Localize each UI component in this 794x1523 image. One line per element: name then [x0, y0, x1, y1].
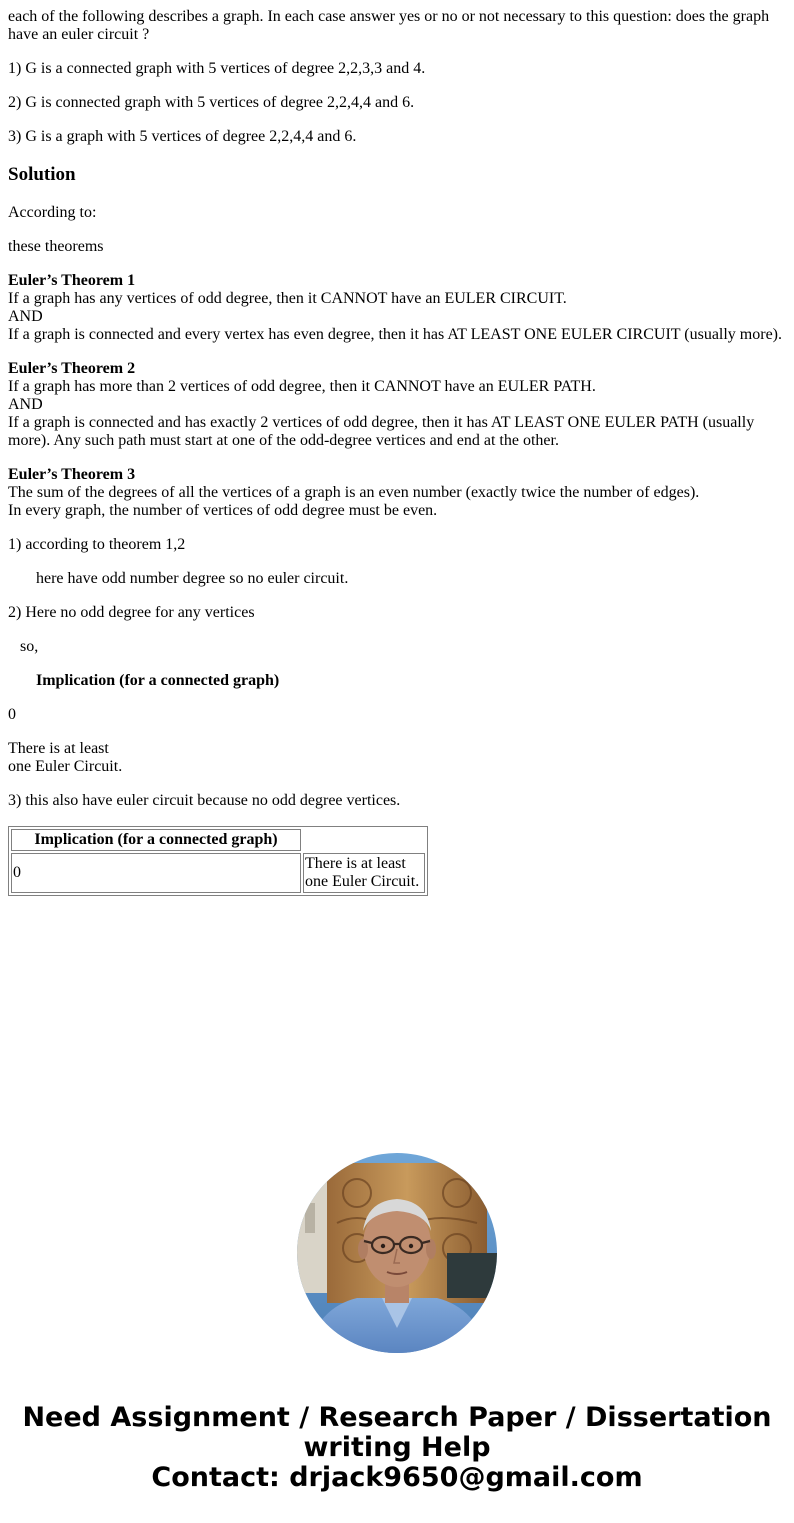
implication-zero: 0	[8, 706, 16, 723]
question-item-1: 1) G is a connected graph with 5 vertices of degree 2,2,3,3 and 4.	[8, 60, 426, 77]
avatar	[297, 1153, 497, 1353]
theorem-1-and: AND	[8, 308, 43, 325]
table-header-empty-cell	[303, 829, 425, 851]
theorem-1	[8, 272, 786, 344]
theorem-2-line-2: If a graph is connected and has exactly 2 vertices of odd degree, then it has AT LEAST ONE EULER PATH (usually more). Any such path must start at one of the odd-degree vertices and end at the other.	[8, 414, 755, 449]
implication-heading: Implication (for a connected graph)	[36, 672, 280, 689]
footer-contact-banner	[0, 1403, 794, 1493]
table-cell-value: 0	[11, 853, 301, 893]
implication-table	[8, 826, 428, 896]
according-to: According to:	[8, 204, 97, 221]
table-row	[11, 853, 425, 893]
theorem-3-title: Euler’s Theorem 3	[8, 466, 136, 483]
theorem-2-line-1: If a graph has more than 2 vertices of odd degree, then it CANNOT have an EULER PATH.	[8, 378, 596, 395]
theorem-1-line-1: If a graph has any vertices of odd degree, then it CANNOT have an EULER CIRCUIT.	[8, 290, 567, 307]
footer-line-1: Need Assignment / Research Paper / Dissertation	[22, 1402, 772, 1433]
answer-1-detail: here have odd number degree so no euler circuit.	[36, 570, 349, 587]
table-header-cell: Implication (for a connected graph)	[11, 829, 301, 851]
theorem-2-title: Euler’s Theorem 2	[8, 360, 136, 377]
implication-text	[8, 740, 786, 776]
question-item-3: 3) G is a graph with 5 vertices of degree 2,2,4,4 and 6.	[8, 128, 357, 145]
answer-3: 3) this also have euler circuit because no odd degree vertices.	[8, 792, 401, 809]
table-header-row	[11, 829, 425, 851]
table-cell-text-line-1: There is at least	[305, 855, 406, 872]
footer-line-2: writing Help	[303, 1432, 491, 1463]
footer-contact-email: Contact: drjack9650@gmail.com	[151, 1462, 643, 1493]
theorem-2-and: AND	[8, 396, 43, 413]
theorem-1-title: Euler’s Theorem 1	[8, 272, 136, 289]
implication-text-line-2: one Euler Circuit.	[8, 758, 123, 775]
table-cell-text	[303, 853, 425, 893]
question-item-2: 2) G is connected graph with 5 vertices of degree 2,2,4,4 and 6.	[8, 94, 415, 111]
theorem-3-line-1: The sum of the degrees of all the vertices of a graph is an even number (exactly twice the number of edges).	[8, 484, 700, 501]
table-cell-text-line-2: one Euler Circuit.	[305, 873, 420, 890]
theorem-3-line-2: In every graph, the number of vertices of odd degree must be even.	[8, 502, 438, 519]
theorem-3	[8, 466, 786, 520]
answer-2-so: so,	[20, 638, 39, 655]
theorems-intro: these theorems	[8, 238, 104, 255]
theorem-2	[8, 360, 786, 450]
answer-1: 1) according to theorem 1,2	[8, 536, 186, 553]
theorem-1-line-2: If a graph is connected and every vertex has even degree, then it has AT LEAST ONE EULER CIRCUIT (usually more).	[8, 326, 783, 343]
question-intro: each of the following describes a graph. In each case answer yes or no or not necessary to this question: does the graph have an euler circuit ?	[8, 8, 770, 43]
avatar-portrait-image	[297, 1153, 497, 1353]
answer-2: 2) Here no odd degree for any vertices	[8, 604, 255, 621]
implication-text-line-1: There is at least	[8, 740, 109, 757]
solution-heading: Solution	[8, 164, 76, 185]
